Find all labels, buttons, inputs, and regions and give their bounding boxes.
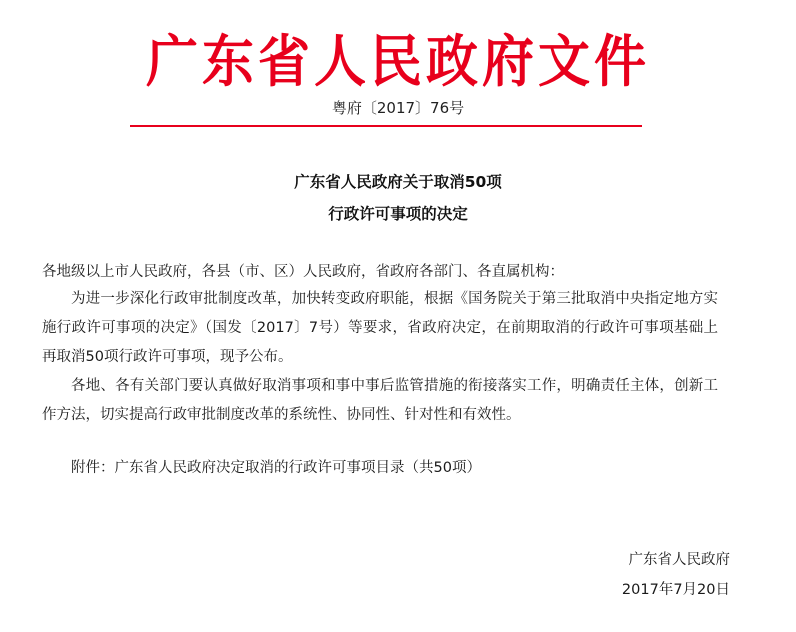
body-paragraph-1: 为进一步深化行政审批制度改革，加快转变政府职能，根据《国务院关于第三批取消中央指定地方实施行政许可事项的决定》（国发〔2017〕7号）等要求，省政府决定，在前期取消的行政许可事项基础上再取消50项行政许可事项，现予公布。: [42, 291, 718, 365]
issue-date: 2017年7月20日: [621, 582, 730, 598]
attachment-note: 附件：广东省人民政府决定取消的行政许可事项目录（共50项）: [71, 460, 481, 476]
issuer-signature: 广东省人民政府: [628, 552, 730, 568]
document-masthead: 广东省人民政府文件: [145, 28, 650, 95]
body-paragraph-2: 各地、各有关部门要认真做好取消事项和事中事后监管措施的衔接落实工作，明确责任主体，创新工作方法，切实提高行政审批制度改革的系统性、协同性、针对性和有效性。: [42, 378, 718, 423]
red-divider-line: [130, 125, 642, 127]
salutation: 各地级以上市人民政府，各县（市、区）人民政府，省政府各部门、各直属机构：: [42, 264, 564, 280]
document-title-line-2: 行政许可事项的决定: [328, 205, 468, 223]
document-title-line-1: 广东省人民政府关于取消50项: [294, 173, 502, 191]
document-number: 粤府〔2017〕76号: [331, 99, 465, 117]
